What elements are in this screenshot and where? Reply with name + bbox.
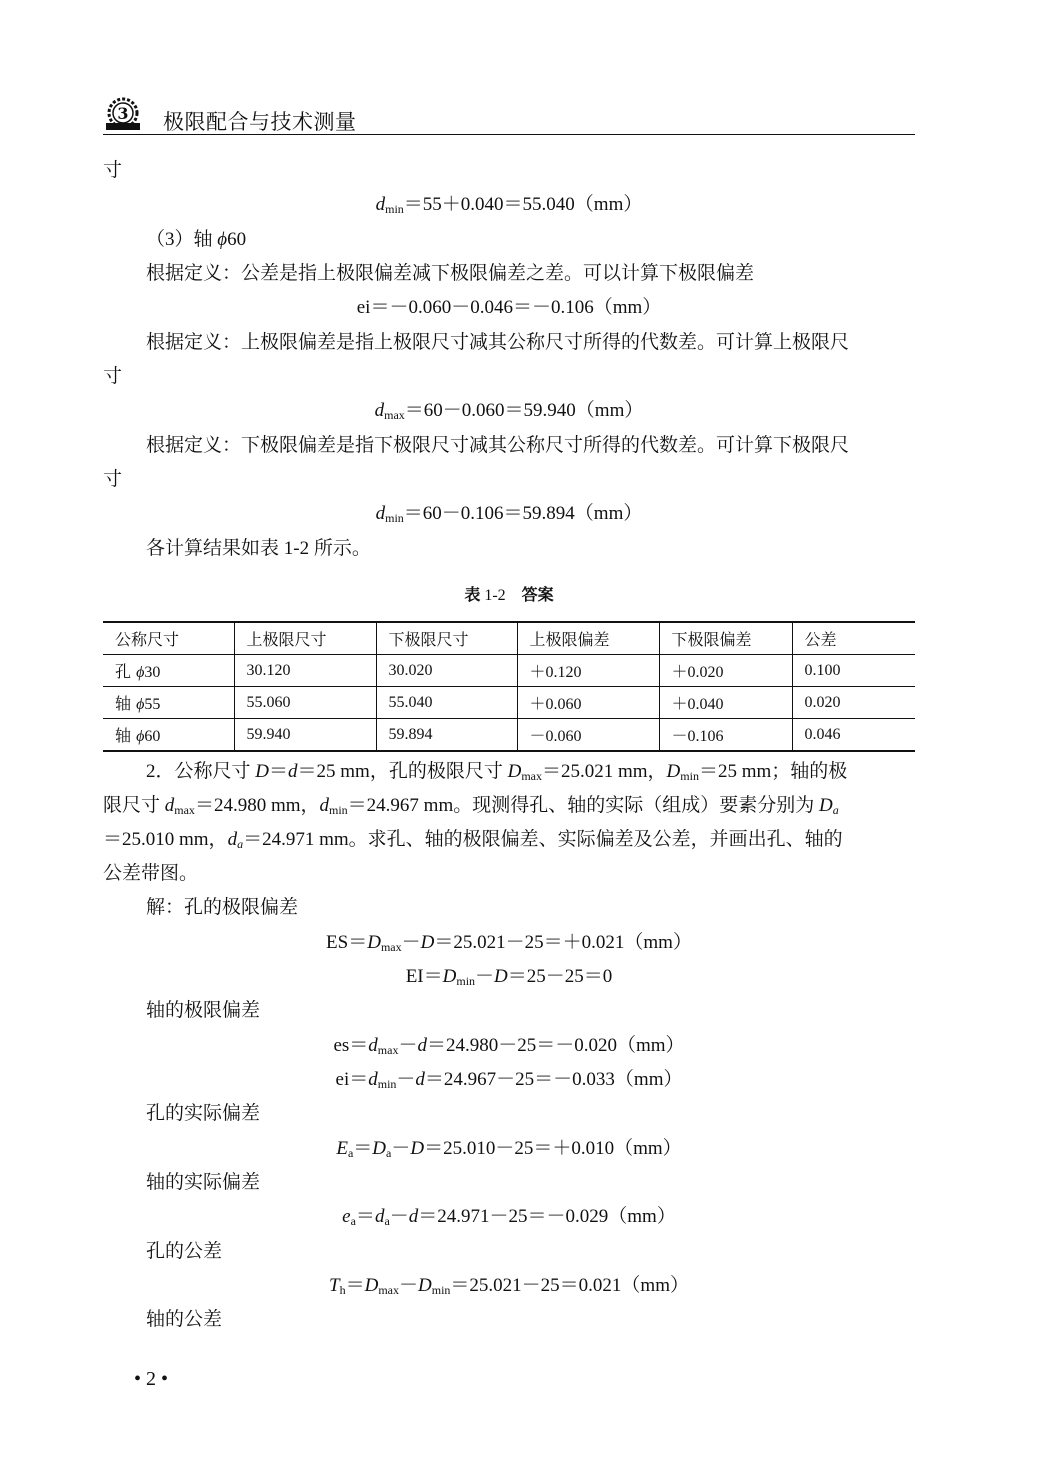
header-rule: [103, 134, 915, 135]
text-line: 寸: [103, 160, 123, 181]
formula-dmax-60: $d_{max}=60-0.060=59.940(mm)$: [374, 400, 644, 422]
table-row: [103, 719, 915, 752]
solution-heading: 解：孔的极限偏差: [146, 897, 299, 918]
table-cell: 0.100: [792, 655, 915, 687]
subsection-heading: （3）轴 ϕ60: [146, 229, 247, 250]
table-cell: 55.060: [234, 687, 376, 719]
formula-Th: $T_h=D_{max}-D_{min}=25.021-25=0.021(mm)$: [329, 1275, 689, 1297]
formula-dmin-60: $d_{min}=60-0.106=59.894(mm)$: [375, 503, 643, 525]
running-header: [103, 96, 915, 136]
text-line: 根据定义：下极限偏差是指下极限尺寸减其公称尺寸所得的代数差。可计算下极限尺: [146, 435, 850, 456]
text-line: 轴的实际偏差: [146, 1172, 261, 1193]
formula-dmin-55: $d_{min}=55+0.040=55.040(mm)$: [375, 194, 643, 216]
text-line: 寸: [103, 366, 123, 387]
table-row: [103, 687, 915, 719]
text-line: 根据定义：上极限偏差是指上极限尺寸减其公称尺寸所得的代数差。可计算上极限尺: [146, 332, 850, 353]
table-cell: ＋0.040: [659, 687, 792, 719]
text-line: 寸: [103, 469, 123, 490]
table-header-row: [103, 622, 915, 655]
formula-ea: $e_a=d_a-d=24.971-25=-0.029(mm)$: [342, 1206, 676, 1228]
logo-glyph: 3: [117, 104, 129, 123]
column-header: 公称尺寸: [103, 622, 234, 655]
table-cell: 轴 ϕ55: [103, 687, 234, 719]
column-header: 上极限偏差: [517, 622, 659, 655]
table-caption: 表 1-2 答案: [464, 585, 554, 604]
problem-text-line: 公差带图。: [103, 863, 199, 884]
problem-text-line: ＝25.010 mm，$d_a=24.971$ mm。求孔、轴的极限偏差、实际偏差及公差，并画出孔、轴的: [103, 829, 843, 851]
formula-es: $es=d_{max}-d=24.980-25=-0.020(mm)$: [333, 1035, 685, 1057]
column-header: 下极限尺寸: [376, 622, 517, 655]
problem-text-line: 限尺寸 $d_{max}=24.980$ mm，$d_{min}=24.967$ mm。现测得孔、轴的实际（组成）要素分别为 $D_a$: [103, 795, 839, 817]
text-line: 各计算结果如表 1-2 所示。: [146, 538, 371, 559]
table-cell: ＋0.060: [517, 687, 659, 719]
table-cell: 0.046: [792, 719, 915, 752]
text-line: 根据定义：公差是指上极限偏差减下极限偏差之差。可以计算下极限偏差: [146, 263, 755, 284]
table-cell: 59.940: [234, 719, 376, 752]
table-cell: 55.040: [376, 687, 517, 719]
text-line: 孔的实际偏差: [146, 1103, 261, 1124]
header-title: 极限配合与技术测量: [163, 110, 357, 134]
column-header: 公差: [792, 622, 915, 655]
table-cell: 0.020: [792, 687, 915, 719]
column-header: 上极限尺寸: [234, 622, 376, 655]
answer-table: [103, 621, 915, 752]
formula-Ea: $E_a=D_a-D=25.010-25=+0.010(mm)$: [336, 1138, 682, 1160]
column-header: 下极限偏差: [659, 622, 792, 655]
problem-text-line: 2．公称尺寸 D＝d＝25 mm，孔的极限尺寸 $D_{max}=25.021$ mm，$D_{min}=25$ mm；轴的极: [146, 761, 848, 783]
formula-ei: $ei=d_{min}-d=24.967-25=-0.033(mm)$: [335, 1069, 683, 1091]
formula-EI: $EI=D_{min}-D=25-25=0$: [405, 966, 613, 988]
formula-ei-60: ei＝－0.060－0.046＝－0.106（mm）: [356, 297, 662, 318]
table-cell: ＋0.120: [517, 655, 659, 687]
table-cell: －0.060: [517, 719, 659, 752]
table-cell: 30.120: [234, 655, 376, 687]
table-cell: －0.106: [659, 719, 792, 752]
table-row: [103, 655, 915, 687]
page-number: • 2 •: [134, 1368, 169, 1390]
text-line: 轴的极限偏差: [146, 1000, 261, 1021]
table-cell: 轴 ϕ60: [103, 719, 234, 752]
formula-ES: $ES=D_{max}-D=25.021-25=+0.021(mm)$: [326, 932, 692, 954]
text-line: 孔的公差: [146, 1241, 223, 1262]
table-cell: ＋0.020: [659, 655, 792, 687]
table-cell: 孔 ϕ30: [103, 655, 234, 687]
publisher-logo-icon: [103, 96, 143, 132]
table-cell: 59.894: [376, 719, 517, 752]
text-line: 轴的公差: [146, 1309, 223, 1330]
table-cell: 30.020: [376, 655, 517, 687]
